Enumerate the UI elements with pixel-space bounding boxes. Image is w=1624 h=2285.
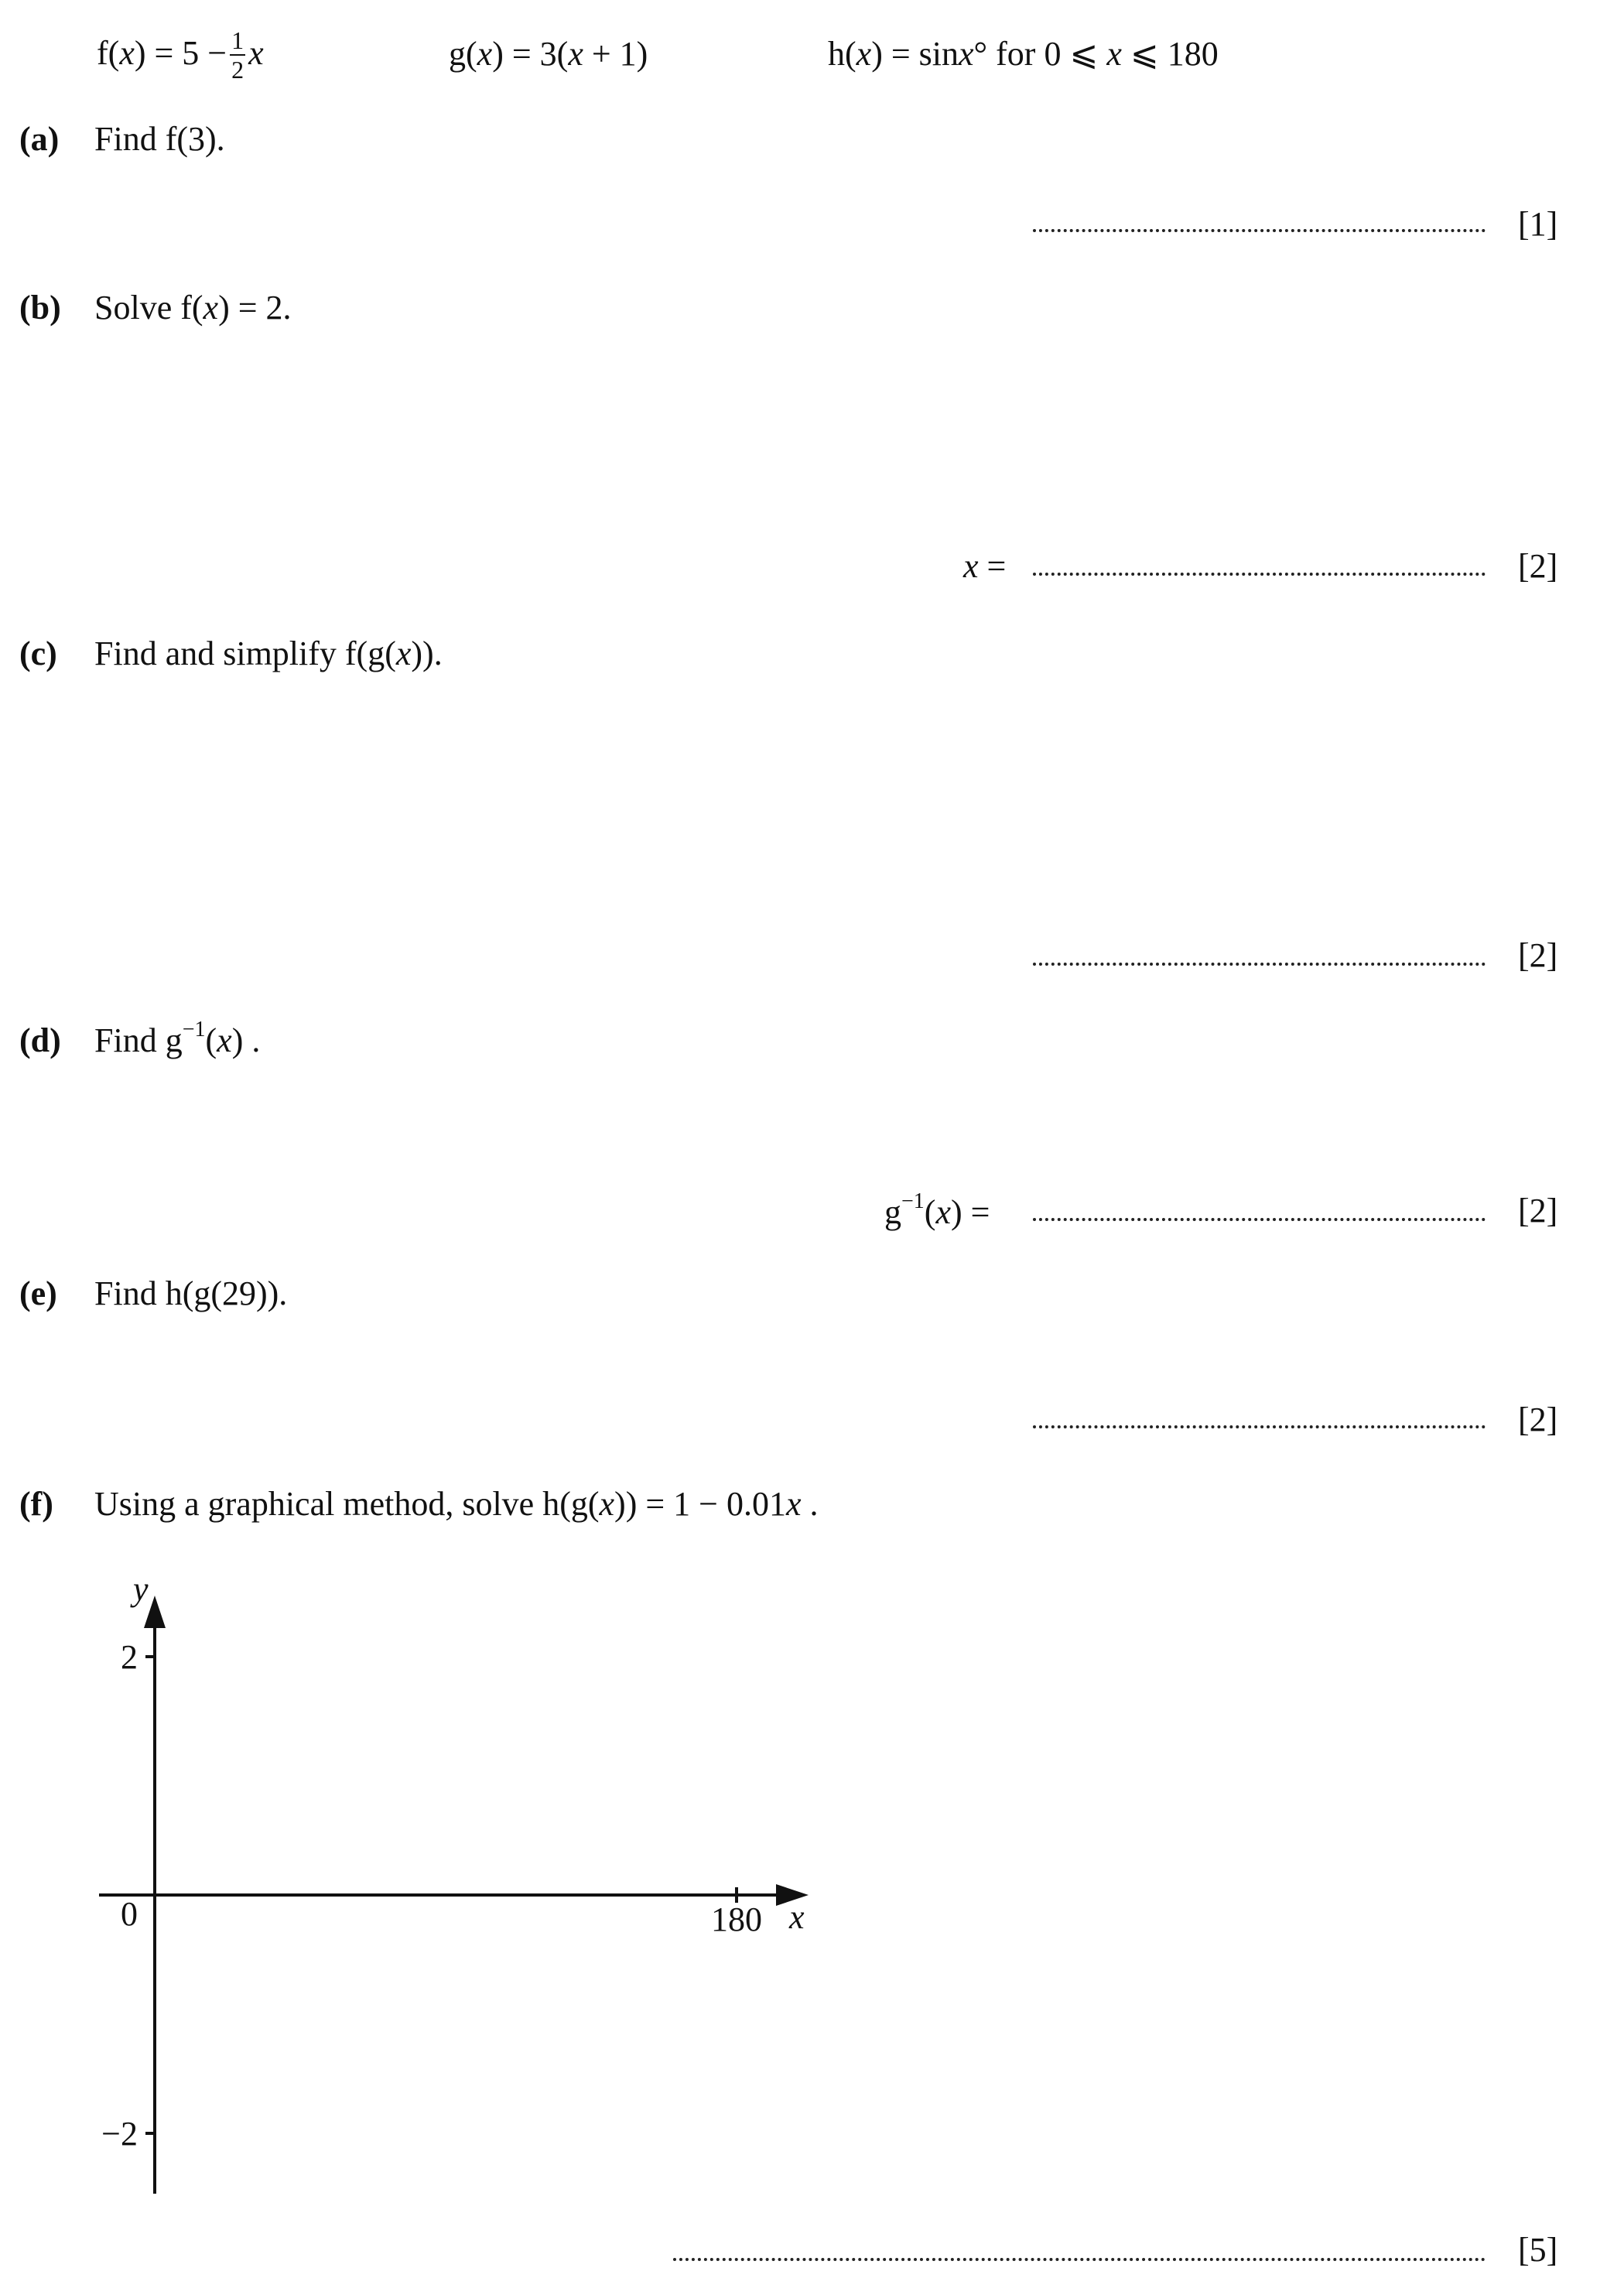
part-c-mark: [2]: [1518, 936, 1558, 974]
fraction-one-half: $\frac{1}{2}$: [231, 26, 244, 84]
x-axis-label: x: [789, 1898, 805, 1936]
part-b-label: (b): [19, 289, 61, 327]
part-d-answer-prefix: $g^{-1}(x)$ =: [884, 1189, 990, 1231]
y-axis-label: y: [133, 1570, 149, 1608]
y-tick-label-2: 2: [121, 1638, 138, 1676]
y-tick-label-minus-2: −2: [101, 2115, 138, 2153]
function-h-definition: h(x) = sinx° for 0 ⩽ x ⩽ 180: [828, 35, 1219, 73]
origin-label: 0: [121, 1895, 138, 1933]
part-e-mark: [2]: [1518, 1401, 1558, 1438]
part-b-mark: [2]: [1518, 547, 1558, 585]
x-tick-label-180: 180: [711, 1900, 762, 1938]
part-a-label: (a): [19, 120, 60, 158]
part-b-question: Solve f(x) = 2.: [94, 289, 292, 327]
part-e-label: (e): [19, 1274, 57, 1312]
part-d-mark: [2]: [1518, 1192, 1558, 1230]
part-c-label: (c): [19, 635, 57, 672]
part-a-question: Find f(3).: [94, 120, 225, 158]
function-f-definition: f(x) = 5 − $\frac{1}{2}$ x: [97, 26, 264, 84]
part-c-question: Find and simplify f(g(x)).: [94, 635, 443, 672]
part-e-question: Find h(g(29)).: [94, 1274, 288, 1312]
part-f-answer-line[interactable]: [673, 2258, 1486, 2261]
part-d-question: Find $g^{-1}(x)$ .: [94, 1018, 261, 1059]
part-a-mark: [1]: [1518, 205, 1558, 243]
part-f-mark: [5]: [1518, 2231, 1558, 2269]
function-g-definition: g(x) = 3(x + 1): [449, 35, 648, 73]
part-f-question: Using a graphical method, solve h(g(x)) = 1 − 0.01x .: [94, 1485, 819, 1523]
part-b-answer-prefix: x =: [963, 547, 1007, 585]
part-d-label: (d): [19, 1021, 61, 1059]
part-f-label: (f): [19, 1485, 53, 1523]
